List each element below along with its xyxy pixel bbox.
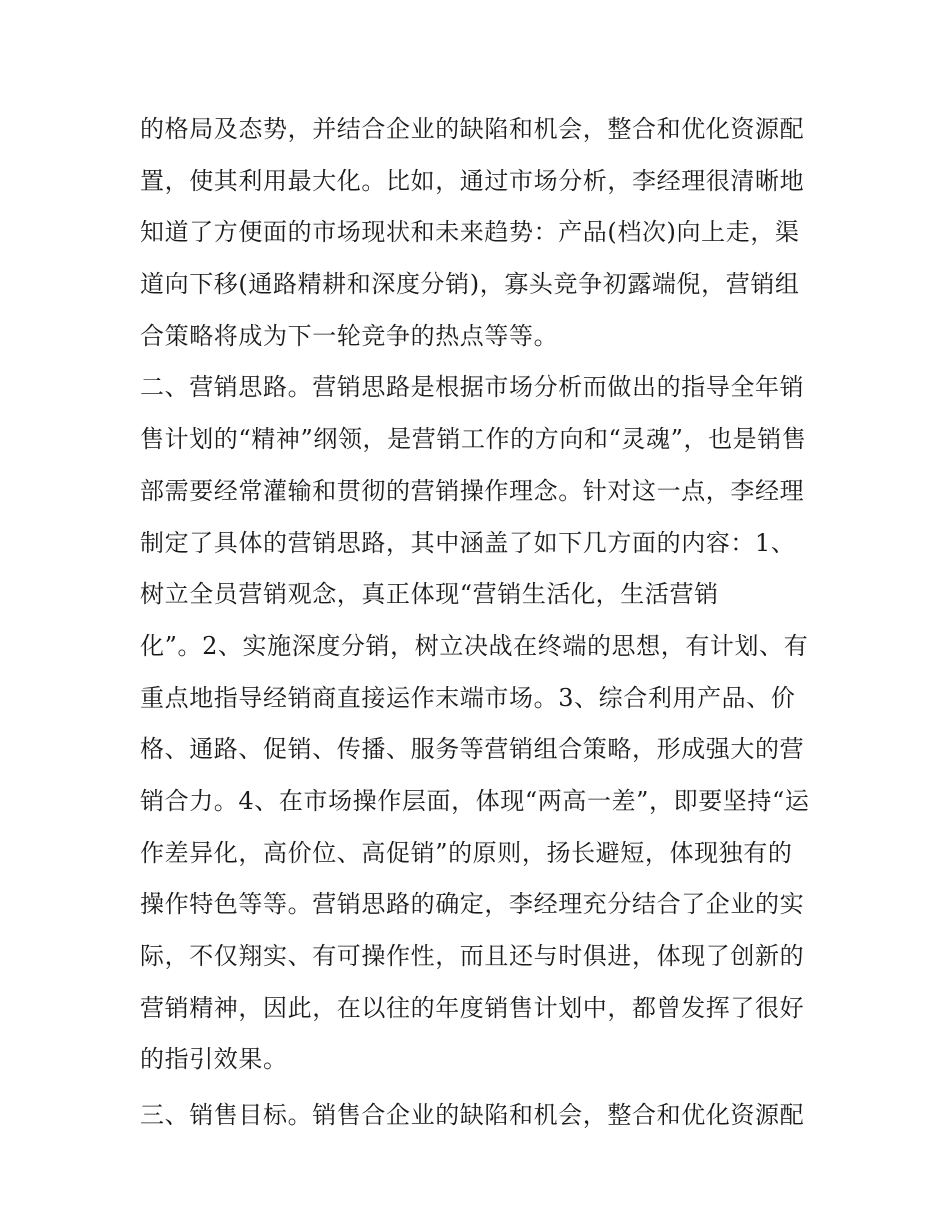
text-line: 格、通路、促销、传播、服务等营销组合策略，形成强大的营: [140, 735, 805, 764]
text-line: 操作特色等等。营销思路的确定，李经理充分结合了企业的实: [140, 890, 805, 919]
text-line: 作差异化，高价位、高促销”的原则，扬长避短，体现独有的: [140, 838, 793, 867]
body-text: [140, 104, 820, 1142]
text-line: 重点地指导经销商直接运作末端市场。3、综合利用产品、价: [140, 683, 796, 712]
text-line: 三、销售目标。销售合企业的缺陷和机会，整合和优化资源配: [140, 1101, 805, 1130]
text-line: 际，不仅翔实、有可操作性，而且还与时俱进，体现了创新的: [140, 942, 805, 970]
text-line: 知道了方便面的市场现状和未来趋势：产品(档次)向上走，渠: [140, 218, 800, 247]
text-line: 制定了具体的营销思路，其中涵盖了如下几方面的内容：1、: [140, 528, 796, 557]
text-line: 售计划的“精神”纲领，是营销工作的方向和“灵魂”，也是销售: [140, 425, 807, 454]
text-line: 道向下移(通路精耕和深度分销)，寡头竞争初露端倪，营销组: [140, 270, 800, 299]
text-line: 二、营销思路。营销思路是根据市场分析而做出的指导全年销: [140, 373, 805, 402]
text-line: 树立全员营销观念，真正体现“营销生活化，生活营销: [140, 580, 719, 609]
text-line: 部需要经常灌输和贯彻的营销操作理念。针对这一点，李经理: [140, 476, 805, 505]
text-line: 销合力。4、在市场操作层面，体现“两高一差”，即要坚持“运: [140, 786, 810, 815]
text-line: 的格局及态势，并结合企业的缺陷和机会，整合和优化资源配: [140, 115, 805, 143]
text-line: 的指引效果。: [140, 1045, 288, 1074]
text-line: 营销精神，因此，在以往的年度销售计划中，都曾发挥了很好: [140, 993, 805, 1022]
text-line: 化”。2、实施深度分销，树立决战在终端的思想，有计划、有: [140, 631, 809, 660]
text-line: 合策略将成为下一轮竞争的热点等等。: [140, 321, 559, 350]
text-line: 置，使其利用最大化。比如，通过市场分析，李经理很清晰地: [140, 166, 805, 195]
